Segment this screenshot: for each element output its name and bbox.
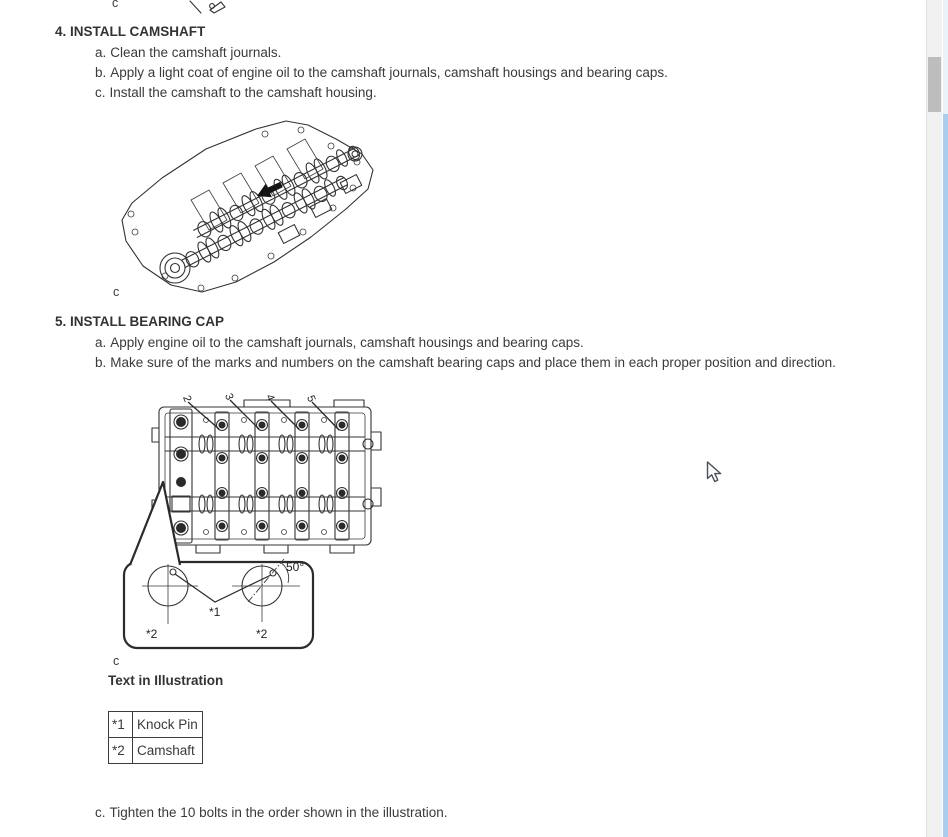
step-4b-letter: b. bbox=[95, 65, 107, 80]
step-5a-letter: a. bbox=[95, 335, 107, 350]
camshaft-install-figure bbox=[105, 116, 405, 299]
outer-edge-strip-top bbox=[943, 0, 948, 114]
camshaft-ref-left-label: *2 bbox=[146, 627, 158, 641]
text-in-illustration-heading: Text in Illustration bbox=[108, 673, 224, 688]
illustration-reference-table bbox=[108, 711, 203, 764]
step-5c bbox=[95, 805, 447, 820]
step-5b-letter: b. bbox=[95, 355, 107, 370]
cap-number-3-label: 3 bbox=[222, 392, 236, 402]
table-row bbox=[109, 712, 203, 738]
intake-camshaft-drawing bbox=[190, 140, 363, 243]
camshaft-housing-top-view bbox=[152, 400, 381, 553]
camshaft-sprocket-end bbox=[160, 253, 190, 283]
step-5-title-text: INSTALL BEARING CAP bbox=[70, 314, 225, 329]
bearing-cap-1 bbox=[170, 409, 192, 543]
step-4a bbox=[95, 45, 281, 60]
previous-figure-fragment bbox=[186, 0, 230, 16]
outer-edge-strip-bottom[interactable] bbox=[943, 114, 948, 837]
scrollbar-track[interactable] bbox=[926, 0, 942, 837]
step-4-title bbox=[55, 24, 205, 39]
label-cell: Camshaft bbox=[133, 738, 203, 764]
step-5c-text: Tighten the 10 bolts in the order shown in the illustration. bbox=[109, 805, 448, 820]
ref-cell: *2 bbox=[109, 738, 133, 764]
step-4c-letter: c. bbox=[95, 85, 106, 100]
angle-50-label: 50° bbox=[286, 560, 305, 574]
previous-figure-caption: c bbox=[112, 0, 119, 10]
step-4-title-text: INSTALL CAMSHAFT bbox=[70, 24, 206, 39]
step-4a-letter: a. bbox=[95, 45, 107, 60]
cap-number-4-label: 4 bbox=[263, 392, 277, 403]
label-cell: Knock Pin bbox=[133, 712, 203, 738]
ref-cell: *1 bbox=[109, 712, 133, 738]
step-5-title bbox=[55, 314, 224, 329]
step-5b-text: Make sure of the marks and numbers on the camshaft bearing caps and place them in each proper position and direction. bbox=[110, 355, 836, 370]
mouse-cursor-icon bbox=[706, 461, 726, 485]
step-5a bbox=[95, 335, 584, 350]
table-row bbox=[109, 738, 203, 764]
knock-pin-ref-label: *1 bbox=[209, 605, 221, 619]
step-5c-letter: c. bbox=[95, 805, 106, 820]
step-5-number: 5. bbox=[55, 314, 67, 329]
figure-1-caption: c bbox=[113, 285, 120, 299]
scrollbar-thumb[interactable] bbox=[928, 57, 941, 112]
step-5a-text: Apply engine oil to the camshaft journals, camshaft housings and bearing caps. bbox=[110, 335, 584, 350]
camshaft-ref-right-label: *2 bbox=[256, 627, 268, 641]
cap-number-5-label: 5 bbox=[304, 393, 318, 404]
step-5b bbox=[95, 355, 836, 370]
figure-2-caption: c bbox=[113, 654, 120, 668]
step-4c bbox=[95, 85, 377, 100]
step-4b bbox=[95, 65, 668, 80]
cap-number-2-label: 2 bbox=[180, 393, 194, 404]
bearing-caps-2-5 bbox=[215, 412, 349, 540]
bearing-cap-figure bbox=[118, 392, 398, 654]
step-4-number: 4. bbox=[55, 24, 67, 39]
step-4a-text: Clean the camshaft journals. bbox=[110, 45, 282, 60]
step-4c-text: Install the camshaft to the camshaft housing. bbox=[109, 85, 377, 100]
step-4b-text: Apply a light coat of engine oil to the camshaft journals, camshaft housings and bearing caps. bbox=[110, 65, 668, 80]
